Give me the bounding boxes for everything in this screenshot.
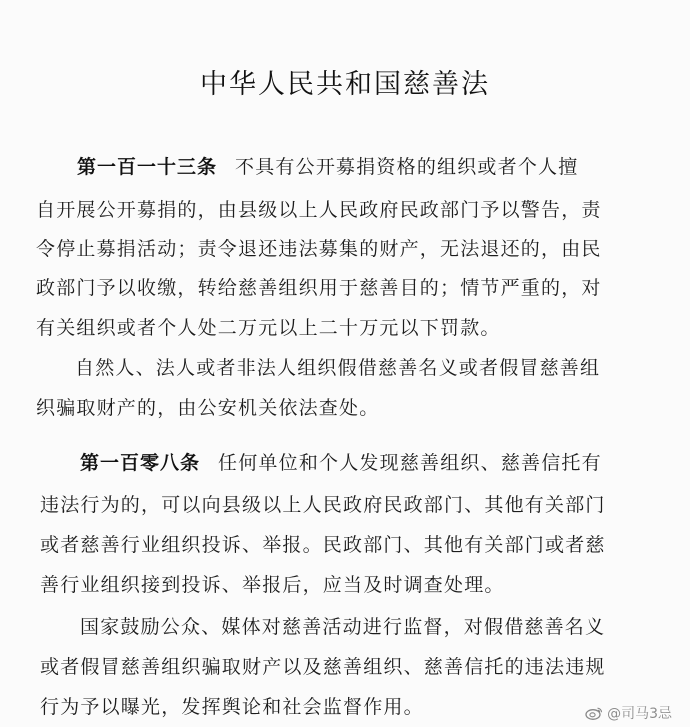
- weibo-icon: [585, 706, 603, 720]
- article-108-line-3: 或者慈善行业组织投诉、举报。民政部门、其他有关部门或者慈: [40, 534, 606, 556]
- article-113-line-2: 自开展公开募捐的，由县级以上人民政府民政部门予以警告，责: [36, 199, 602, 221]
- watermark-text: @司马3忌: [607, 706, 672, 722]
- article-113-para2-line-1: 自然人、法人或者非法人组织假借慈善名义或者假冒慈善组: [75, 357, 601, 379]
- article-113-line-4: 政部门予以收缴，转给慈善组织用于慈善目的；情节严重的，对: [36, 277, 602, 299]
- weibo-watermark: [585, 703, 672, 723]
- article-108-line-2: 违法行为的，可以向县级以上人民政府民政部门、其他有关部门: [40, 494, 606, 516]
- article-113-text-1: 不具有公开募捐资格的组织或者个人擅: [235, 156, 579, 178]
- article-108-line-4: 善行业组织接到投诉、举报后，应当及时调查处理。: [40, 574, 505, 596]
- article-113-line-5: 有关组织或者个人处二万元以上二十万元以下罚款。: [36, 317, 501, 339]
- article-108-text-1: 任何单位和个人发现慈善组织、慈善信托有: [218, 452, 602, 474]
- article-108-para2-line-1: 国家鼓励公众、媒体对慈善活动进行监督，对假借慈善名义: [80, 616, 606, 638]
- document-title: 中华人民共和国慈善法: [200, 69, 490, 100]
- article-113-line-3: 令停止募捐活动；责令退还违法募集的财产，无法退还的，由民: [36, 238, 602, 260]
- article-113-line-1: [77, 152, 578, 179]
- article-108-para2-line-3: 行为予以曝光，发挥舆论和社会监督作用。: [40, 696, 424, 718]
- article-108-line-1: [80, 448, 602, 475]
- article-113-para2-line-2: 织骗取财产的，由公安机关依法查处。: [36, 397, 380, 419]
- article-108-para2-line-2: 或者假冒慈善组织骗取财产以及慈善组织、慈善信托的违法违规: [40, 656, 606, 678]
- article-108-heading: 第一百零八条: [80, 452, 201, 474]
- article-113-heading: 第一百一十三条: [77, 156, 218, 178]
